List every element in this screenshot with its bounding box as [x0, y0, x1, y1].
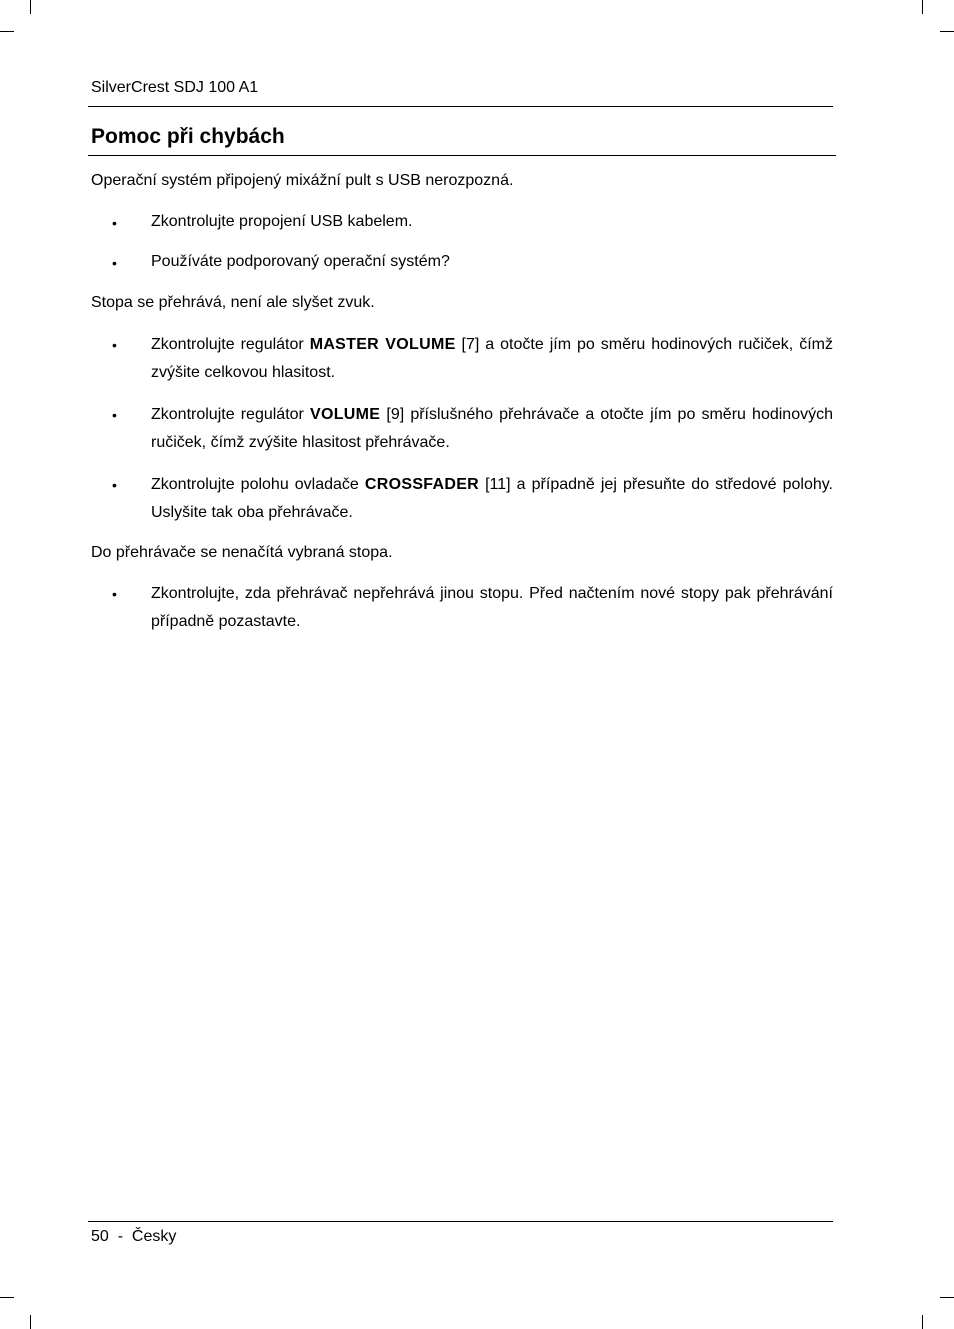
section-title: Pomoc při chybách — [91, 125, 285, 148]
crop-mark — [0, 31, 14, 32]
bullet-icon: • — [112, 407, 117, 423]
list-item: Používáte podporovaný operační systém? — [151, 253, 450, 270]
list-item-text: [11] a případně jej přesuňte do středové polohy. Uslyšite tak oba přehrávače. — [151, 476, 833, 521]
page-number: 50 — [91, 1228, 109, 1245]
crop-mark — [30, 1315, 31, 1329]
header-title: SilverCrest SDJ 100 A1 — [91, 79, 259, 96]
bullet-icon: • — [112, 586, 117, 602]
section-rule — [88, 155, 836, 156]
control-name: VOLUME — [310, 406, 381, 423]
list-item: Zkontrolujte propojení USB kabelem. — [151, 213, 413, 230]
problem-text: Stopa se přehrává, není ale slyšet zvuk. — [91, 294, 375, 311]
control-name: CROSSFADER — [364, 476, 480, 493]
list-item — [151, 471, 833, 527]
header-rule — [88, 106, 833, 107]
crop-mark — [30, 0, 31, 14]
list-item-text: Zkontrolujte regulátor — [151, 406, 311, 423]
footer-separator: - — [117, 1228, 124, 1245]
crop-mark — [940, 1297, 954, 1298]
control-name: MASTER VOLUME — [309, 336, 456, 353]
list-item-text: [9] příslušného přehrávače a otočte jím po směru hodinových ručiček, čímž zvýšite hlasitost přehrávače. — [151, 406, 833, 451]
footer-language: Česky — [131, 1228, 177, 1245]
problem-text: Operační systém připojený mixážní pult s USB nerozpozná. — [91, 172, 514, 189]
page-footer — [91, 1228, 176, 1246]
list-item — [151, 331, 833, 387]
problem-text: Do přehrávače se nenačítá vybraná stopa. — [91, 544, 393, 561]
bullet-icon: • — [112, 477, 117, 493]
footer-rule — [88, 1221, 833, 1222]
list-item-text: Zkontrolujte regulátor — [151, 336, 310, 353]
crop-mark — [922, 0, 923, 14]
list-item — [151, 401, 833, 457]
bullet-icon: • — [112, 337, 117, 353]
bullet-icon: • — [112, 215, 117, 231]
crop-mark — [922, 1315, 923, 1329]
bullet-icon: • — [112, 255, 117, 271]
crop-mark — [940, 31, 954, 32]
list-item-text: [7] a otočte jím po směru hodinových ručiček, čímž zvýšite celkovou hlasitost. — [151, 336, 833, 381]
list-item-text: Zkontrolujte polohu ovladače — [151, 476, 365, 493]
list-item: Zkontrolujte, zda přehrávač nepřehrává jinou stopu. Před načtením nové stopy pak přehrávání případně pozastavte. — [151, 585, 833, 630]
crop-mark — [0, 1297, 14, 1298]
